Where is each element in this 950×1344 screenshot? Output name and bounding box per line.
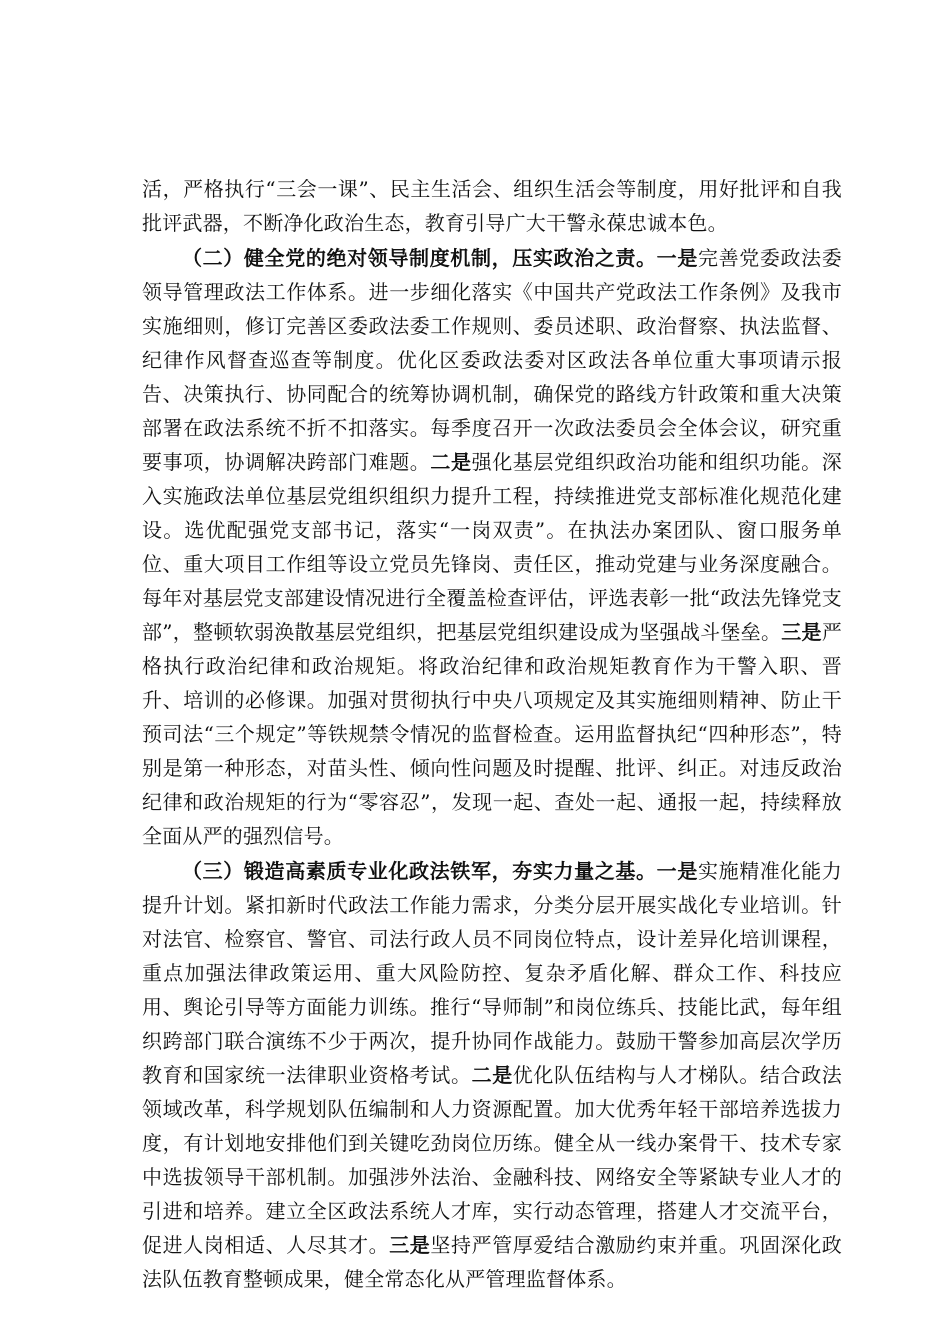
text-segment: 优化队伍结构与人才梯队。结合政法领域改革，科学规划队伍编制和人力资源配置。加大优秀年轻干部培养选拔力度，有计划地安排他们到关键吃劲岗位历练。健全从一线办案骨干、技术专家中选拔领导干部机制。加强涉外法治、金融科技、网络安全等紧缺专业人才的引进和培养。建立全区政法系统人才库，实行动态管理，搭建人才交流平台，促进人岗相适、人尽其才。	[142, 1063, 842, 1257]
bold-text-segment: 二是	[471, 1063, 513, 1087]
text-segment: 强化基层党组织政治功能和组织功能。深入实施政法单位基层党组织组织力提升工程，持续推进党支部标准化规范化建设。选优配强党支部书记，落实“一岗双责”。在执法办案团队、窗口服务单位、重大项目工作组等设立党员先锋岗、责任区，推动党建与业务深度融合。每年对基层党支部建设情况进行全覆盖检查评估，评选表彰一批“政法先锋党支部”，整顿软弱涣散基层党组织，把基层党组织建设成为坚强战斗堡垒。	[142, 450, 842, 644]
document-body	[142, 172, 842, 1297]
bold-text-segment: 二是	[430, 450, 472, 474]
bold-text-segment: 三是	[389, 1233, 431, 1257]
paragraph	[142, 854, 842, 1296]
text-segment: 严格执行政治纪律和政治规矩。将政治纪律和政治规矩教育作为干警入职、晋升、培训的必修课。加强对贯彻执行中央八项规定及其实施细则精神、防止干预司法“三个规定”等铁规禁令情况的监督检查。运用监督执纪“四种形态”，特别是第一种形态，对苗头性、倾向性问题及时提醒、批评、纠正。对违反政治纪律和政治规矩的行为“零容忍”，发现一起、查处一起、通报一起，持续释放全面从严的强烈信号。	[142, 620, 843, 848]
text-segment: 活，严格执行“三会一课”、民主生活会、组织生活会等制度，用好批评和自我批评武器，不断净化政治生态，教育引导广大干警永葆忠诚本色。	[142, 177, 842, 235]
paragraph	[142, 172, 842, 240]
text-segment: 坚持严管厚爱结合激励约束并重。巩固深化政法队伍教育整顿成果，健全常态化从严管理监督体系。	[142, 1233, 842, 1291]
bold-text-segment: 三是	[781, 620, 822, 644]
text-segment: 实施精准化能力提升计划。紧扣新时代政法工作能力需求，分类分层开展实战化专业培训。针对法官、检察官、警官、司法行政人员不同岗位特点，设计差异化培训课程，重点加强法律政策运用、重大风险防控、复杂矛盾化解、群众工作、科技应用、舆论引导等方面能力训练。推行“导师制”和岗位练兵、技能比武，每年组织跨部门联合演练不少于两次，提升协同作战能力。鼓励干警参加高层次学历教育和国家统一法律职业资格考试。	[142, 859, 842, 1087]
paragraph	[142, 241, 842, 853]
bold-text-segment: （三）锻造高素质专业化政法铁军，夯实力量之基。一是	[182, 859, 698, 883]
text-segment: 完善党委政法委领导管理政法工作体系。进一步细化落实《中国共产党政法工作条例》及我市实施细则，修订完善区委政法委工作规则、委员述职、政治督察、执法监督、纪律作风督查巡查等制度。优化区委政法委对区政法各单位重大事项请示报告、决策执行、协同配合的统筹协调机制，确保党的路线方针政策和重大决策部署在政法系统不折不扣落实。每季度召开一次政法委员会全体会议，研究重要事项，协调解决跨部门难题。	[142, 246, 842, 474]
bold-text-segment: （二）健全党的绝对领导制度机制，压实政治之责。一是	[182, 246, 698, 270]
